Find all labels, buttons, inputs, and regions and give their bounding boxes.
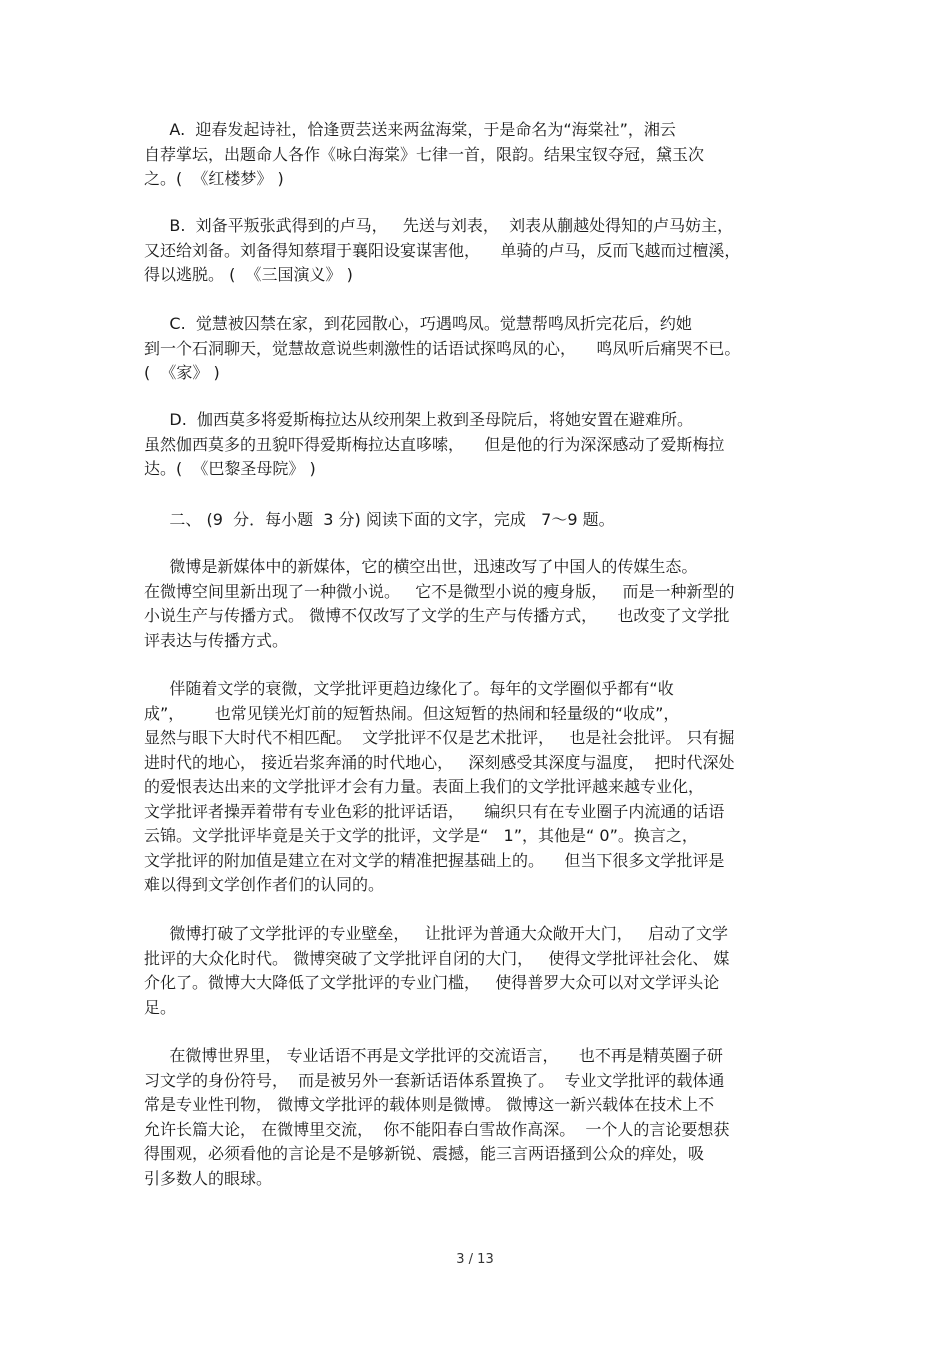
text-line: B. 刘备平叛张武得到的卢马， 先送与刘表， 刘表从蒯越处得知的卢马妨主， (144, 216, 734, 235)
option-c-paragraph (144, 312, 816, 386)
text-line: 允许长篇大论， 在微博里交流， 你不能阳春白雪故作高深。 一个人的言论要想获 (144, 1119, 730, 1139)
text-line: D. 伽西莫多将爱斯梅拉达从绞刑架上救到圣母院后，将她安置在避难所。 (144, 410, 694, 429)
passage-paragraph-1 (144, 555, 816, 653)
text-line: 文学批评者操弄着带有专业色彩的批评话语， 编织只有在专业圈子内流通的话语 (144, 801, 725, 821)
text-line: 介化了。微博大大降低了文学批评的专业门槛， 使得普罗大众可以对文学评头论 (144, 973, 720, 992)
text-line: 批评的大众化时代。 微博突破了文学批评自闭的大门， 使得文学批评社会化、 媒 (144, 948, 730, 968)
text-line: 的爱恨表达出来的文学批评才会有力量。表面上我们的文学批评越来越专业化， (144, 777, 705, 796)
page-number: 3 / 13 (456, 1252, 494, 1267)
text-line: 伴随着文学的衰微，文学批评更趋边缘化了。每年的文学圈似乎都有“收 (144, 679, 674, 698)
text-line: 二、 (9 分．每小题 3 分) 阅读下面的文字，完成 7～9 题。 (144, 510, 615, 529)
option-b-paragraph (144, 214, 816, 288)
text-line: 文学批评的附加值是建立在对文学的精准把握基础上的。 但当下很多文学批评是 (144, 850, 725, 870)
text-line: 足。 (144, 997, 177, 1017)
text-line: 小说生产与传播方式。 微博不仅改写了文学的生产与传播方式， 也改变了文学批 (144, 606, 730, 625)
option-d-paragraph (144, 408, 816, 482)
text-line: 云锦。文学批评毕竟是关于文学的批评，文学是“ 1”，其他是“ 0”。换言之， (144, 826, 698, 845)
text-line: 得围观，必须看他的言论是不是够新锐、震撼，能三言两语搔到公众的痒处，吸 (144, 1144, 705, 1163)
text-line: A. 迎春发起诗社，恰逢贾芸送来两盆海棠，于是命名为“海棠社”，湘云 (144, 120, 676, 139)
text-line: 评表达与传播方式。 (144, 630, 289, 650)
text-line: 之。( 《红楼梦》 ) (144, 169, 284, 188)
option-a-paragraph (144, 118, 816, 192)
text-line: ( 《家》 ) (144, 363, 220, 382)
text-line: 在微博空间里新出现了一种微小说。 它不是微型小说的瘦身版， 而是一种新型的 (144, 581, 735, 601)
text-line: 进时代的地心， 接近岩浆奔涌的时代地心， 深刻感受其深度与温度， 把时代深处 (144, 752, 735, 772)
text-line: 得以逃脱。 ( 《三国演义》 ) (144, 265, 353, 284)
section-heading (144, 508, 816, 533)
passage-paragraph-4 (144, 1044, 816, 1191)
text-line: C. 觉慧被囚禁在家，到花园散心，巧遇鸣凤。觉慧帮鸣凤折完花后，约她 (144, 314, 692, 333)
text-line: 微博是新媒体中的新媒体，它的横空出世，迅速改写了中国人的传媒生态。 (144, 557, 698, 576)
text-line: 自荐掌坛，出题命人各作《咏白海棠》七律一首，限韵。结果宝钗夺冠，黛玉次 (144, 144, 705, 164)
text-line: 常是专业性刊物， 微博文学批评的载体则是微博。 微博这一新兴载体在技术上不 (144, 1095, 715, 1114)
text-line: 虽然伽西莫多的丑貌吓得爱斯梅拉达直哆嗦， 但是他的行为深深感动了爱斯梅拉 (144, 434, 725, 454)
text-line: 显然与眼下大时代不相匹配。 文学批评不仅是艺术批评， 也是社会批评。 只有掘 (144, 728, 735, 747)
text-line: 习文学的身份符号， 而是被另外一套新话语体系置换了。 专业文学批评的载体通 (144, 1070, 725, 1090)
passage-paragraph-2 (144, 677, 816, 898)
passage-paragraph-3 (144, 922, 816, 1020)
text-line: 成”， 也常见镁光灯前的短暂热闹。但这短暂的热闹和轻量级的“收成”， (144, 703, 680, 723)
text-line: 引多数人的眼球。 (144, 1168, 273, 1188)
text-line: 又还给刘备。刘备得知蔡瑁于襄阳设宴谋害他， 单骑的卢马，反而飞越而过檀溪， (144, 240, 741, 260)
text-line: 达。( 《巴黎圣母院》 ) (144, 459, 316, 478)
text-line: 微博打破了文学批评的专业壁垒， 让批评为普通大众敞开大门， 启动了文学 (144, 924, 728, 943)
text-line: 难以得到文学创作者们的认同的。 (144, 875, 385, 894)
text-line: 在微博世界里， 专业话语不再是文学批评的交流语言， 也不再是精英圈子研 (144, 1046, 723, 1065)
text-line: 到一个石洞聊天，觉慧故意说些刺激性的话语试探鸣凤的心， 鸣凤听后痛哭不已。 (144, 338, 741, 358)
